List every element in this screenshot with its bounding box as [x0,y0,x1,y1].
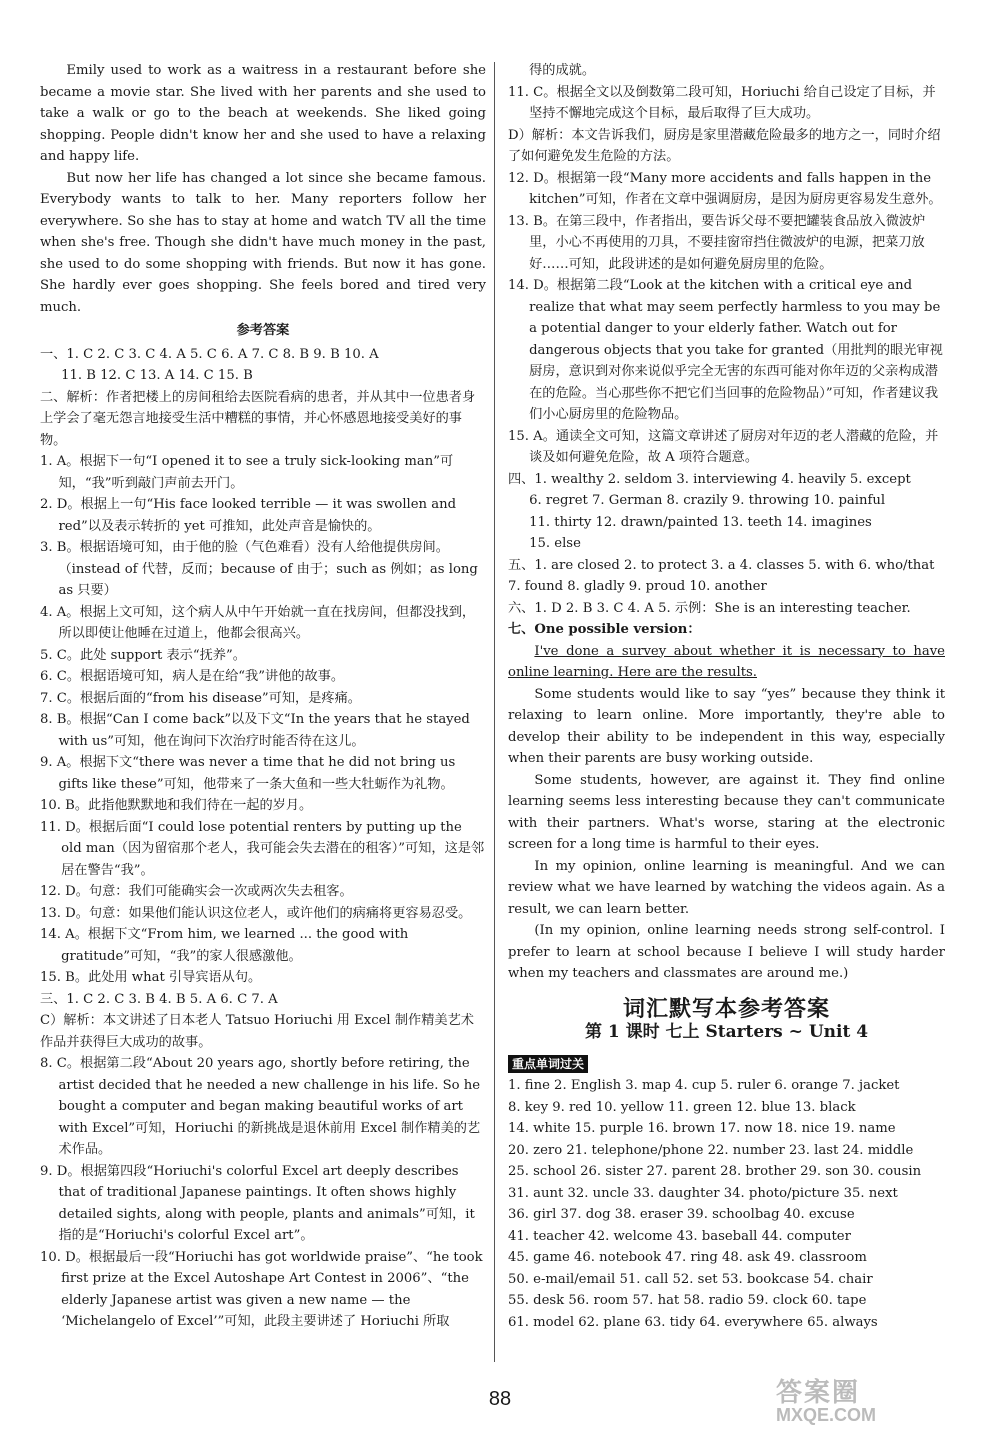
answer-line: C）解析：本文讲述了日本老人 Tatsuo Horiuchi 用 Excel 制作精美艺术作品并获得巨大成功的故事。 [40,1013,474,1050]
answer-line: 5. C。此处 support 表示“抚养”。 [40,647,246,663]
answer-line: 11. D。根据后面“I could lose potential renters by putting up the old man（因为留宿那个老人，我可能会失去潜在的租客）”可知，这是邻居在警告“我”。 [40,819,485,878]
answer-line: 15. B。此处用 what 引导宾语从句。 [40,970,262,985]
answer-line: 得的成就。 [529,63,596,78]
answer-line: 12. D。句意：我们可能确实会一次或两次失去租客。 [40,884,353,899]
answer-line: 2. D。根据上一句“His face looked terrible — it was swollen and red”以及表示转折的 yet 可推知，此处声音是愉快的。 [40,497,457,534]
vocab-line: 41. teacher 42. welcome 43. baseball 44. computer [508,1228,851,1244]
answer-line: 9. D。根据第四段“Horiuchi's colorful Excel art deeply describes that of traditional Japanese paintings. It often shows highly detailed sights, along with people, plants and animals”可知，it 指的是“Horiuchi's colorful Excel art”。 [40,1163,475,1243]
watermark-url: MXQE.COM [776,1405,877,1425]
passage-paragraph-1: Emily used to work as a waitress in a restaurant before she became a movie star. She lived with her parents and she used to take a walk or go to the beach at weekends. She liked going shopping. People didn't know her and she used to have a relaxing and happy life. [40,63,486,164]
answer-line: 11. C。根据全文以及倒数第二段可知，Horiuchi 给自己设定了目标，并坚持不懈地完成这个目标，最后取得了巨大成功。 [508,84,936,121]
essay-paragraph: Some students, however, are against it. They find online learning seems less interesting because they can't communicate with their partners. What's worse, staring at the electronic screen for a long time is harmful to their eyes. [508,772,945,852]
vocab-line: 31. aunt 32. uncle 33. daughter 34. photo/picture 35. next [508,1185,898,1201]
vocab-line: 61. model 62. plane 63. tidy 64. everywhere 65. always [508,1314,878,1330]
answer-line: 13. B。在第三段中，作者指出，要告诉父母不要把罐装食品放入微波炉里，小心不再使用的刀具，不要挂窗帘挡住微波炉的电源，把菜刀放好……可知，此段讲述的是如何避免厨房里的危险。 [508,213,926,272]
answer-line: 7. C。根据后面的“from his disease”可知，是疼痛。 [40,690,361,706]
answer-line: 8. B。根据“Can I come back”以及下文“In the years that he stayed with us”可知，他在询问下次治疗时能否待在这儿。 [40,712,470,749]
vocab-line: 50. e-mail/email 51. call 52. set 53. bookcase 54. chair [508,1271,873,1287]
vocab-line: 20. zero 21. telephone/phone 22. number 23. last 24. middle [508,1142,914,1158]
answer-line: 六、1. D 2. B 3. C 4. A 5. 示例：She is an interesting teacher. [508,600,911,616]
answer-line: 14. D。根据第二段“Look at the kitchen with a critical eye and realize that what may seem perfectly harmless to you may be a potential danger to your elderly father. Watch out for dangerous objects that you take for granted（用批判的眼光审视厨房，意识到对你来说似乎完全无害的东西可能对你年迈的父亲构成潜在的危险。当心那些你不把它们当回事的危险物品）”可知，作者建议我们小心厨房里的危险物品。 [508,278,943,422]
answer-line: 9. A。根据下文“there was never a time that he did not bring us gifts like these”可知，他带来了一条大鱼和一些大牡蛎作为礼物。 [40,755,456,792]
answer-line: 四、1. wealthy 2. seldom 3. interviewing 4. heavily 5. except [508,471,911,487]
vocab-line: 25. school 26. sister 27. parent 28. brother 29. son 30. cousin [508,1164,922,1179]
answer-line: D）解析：本文告诉我们，厨房是家里潜藏危险最多的地方之一，同时介绍了如何避免发生危险的方法。 [508,127,941,164]
answer-line: 10. D。根据最后一段“Horiuchi has got worldwide praise”、“he took first prize at the Excel Autoshape Art Contest in 2006”、“the elderly Japanese artist was given a new name — the ‘Michelangelo of Excel’”可知，此段主要讲述了 Horiuchi 所取 [40,1249,483,1329]
passage-paragraph-2: But now her life has changed a lot since she became famous. Everybody wants to talk to her. Many reporters follow her everywhere. So she has to stay at home and watch TV all the time when she's free. Though she didn't have much money in the past, she used to do some shopping with friends. But now it has gone. She hardly ever goes shopping. She feels bored and tired very much. [40,170,486,315]
vocab-answers-title: 词汇默写本参考答案 [622,995,830,1022]
answer-line: 三、1. C 2. C 3. B 4. B 5. A 6. C 7. A [40,991,278,1007]
page-number: 88 [488,1388,512,1410]
lesson-title: 第 1 课时 七上 Starters ~ Unit 4 [584,1022,869,1042]
answer-line: 11. B 12. C 13. A 14. C 15. B [61,368,253,383]
answer-line: 6. C。根据语境可知，病人是在给“我”讲他的故事。 [40,669,345,684]
answer-line: 3. B。根据语境可知，由于他的脸（气色难看）没有人给他提供房间。（instead of 代替，反而；because of 由于；such as 例如；as long as 只要） [40,540,478,598]
answer-line: 11. thirty 12. drawn/painted 13. teeth 14. imagines [529,514,872,530]
right-column [508,60,945,1333]
key-words-tag: 重点单词过关 [508,1055,588,1073]
answer-line: 12. D。根据第一段“Many more accidents and falls happen in the kitchen”可知，作者在文章中强调厨房，是因为厨房更容易发生意外。 [508,170,942,207]
vocab-line: 36. girl 37. dog 38. eraser 39. schoolbag 40. excuse [508,1207,855,1222]
watermark [776,1372,986,1425]
column-divider [494,62,495,1362]
answer-line: 二、解析：作者把楼上的房间租给去医院看病的患者，并从其中一位患者身上学会了毫无怨言地接受生活中糟糕的事情，并心怀感恩地接受美好的事物。 [40,389,476,448]
vocab-line: 45. game 46. notebook 47. ring 48. ask 49. classroom [508,1250,867,1265]
answer-line: 13. D。句意：如果他们能认识这位老人，或许他们的病痛将更容易忍受。 [40,905,472,921]
vocab-line: 8. key 9. red 10. yellow 11. green 12. blue 13. black [508,1099,856,1115]
writing-section-heading: 七、One possible version： [508,622,701,637]
essay-paragraph: Some students would like to say “yes” because they think it relaxing to learn online. More importantly, they're able to develop their ability to be independent in this way, especially when their parents are busy working outside. [508,686,945,766]
essay-paragraph: (In my opinion, online learning needs strong self-control. I prefer to learn at school because I believe I will study harder when my teachers and classmates are around me.) [508,923,945,981]
answer-line: 8. C。根据第二段“About 20 years ago, shortly before retiring, the artist decided that he needed a new challenge in his life. So he bought a computer and began making beautiful works of art with Excel”可知，Horiuchi 的新挑战是退休前用 Excel 制作精美的艺术作品。 [40,1056,481,1157]
answer-line: 4. A。根据上文可知，这个病人从中午开始就一直在找房间，但都没找到，所以即使让他睡在过道上，他都会很高兴。 [40,604,476,641]
vocab-line: 55. desk 56. room 57. hat 58. radio 59. clock 60. tape [508,1293,867,1308]
essay-intro: I've done a survey about whether it is necessary to have online learning. Here are the results. [508,643,945,680]
answer-line: 15. else [529,536,581,551]
answer-line: 15. A。通读全文可知，这篇文章讲述了厨房对年迈的老人潜藏的危险，并谈及如何避免危险，故 A 项符合题意。 [508,428,939,465]
essay-paragraph: In my opinion, online learning is meaningful. And we can review what we have learned by watching the videos again. As a result, we can learn better. [508,858,945,917]
watermark-text: 答案圈 [776,1377,861,1407]
answer-line: 6. regret 7. German 8. crazily 9. throwing 10. painful [529,493,886,508]
answer-line: 10. B。此指他默默地和我们待在一起的岁月。 [40,798,313,813]
answer-line: 1. A。根据下一句“I opened it to see a truly sick-looking man”可知，“我”听到敲门声前去开门。 [40,454,454,491]
answer-line: 14. A。根据下文“From him, we learned ... the good with gratitude”可知，“我”的家人很感激他。 [40,927,409,964]
answers-heading: 参考答案 [236,323,290,338]
vocab-line: 14. white 15. purple 16. brown 17. now 18. nice 19. name [508,1121,896,1136]
left-column [40,60,486,1333]
answer-line: 五、1. are closed 2. to protect 3. a 4. classes 5. with 6. who/that 7. found 8. gladly 9. proud 10. another [508,557,935,594]
answer-line: 一、1. C 2. C 3. C 4. A 5. C 6. A 7. C 8. B 9. B 10. A [40,346,379,362]
vocab-line: 1. fine 2. English 3. map 4. cup 5. ruler 6. orange 7. jacket [508,1078,900,1093]
